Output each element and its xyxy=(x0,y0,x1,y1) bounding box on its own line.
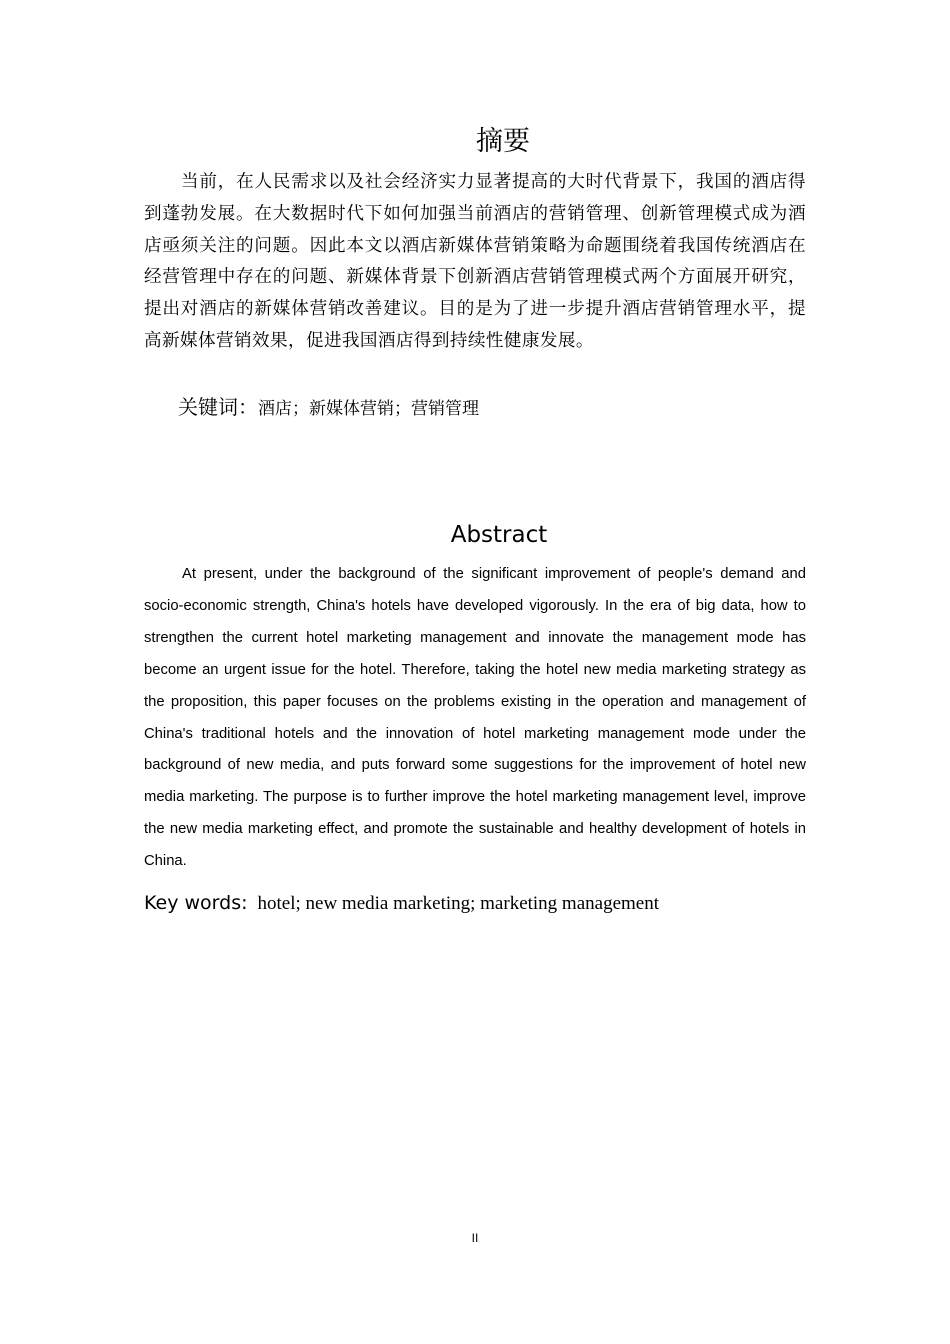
chinese-abstract-body: 当前，在人民需求以及社会经济实力显著提高的大时代背景下，我国的酒店得到蓬勃发展。在大数据时代下如何加强当前酒店的营销管理、创新管理模式成为酒店亟须关注的问题。因此本文以酒店新媒体营销策略为命题围绕着我国传统酒店在经营管理中存在的问题、新媒体背景下创新酒店营销管理模式两个方面展开研究，提出对酒店的新媒体营销改善建议。目的是为了进一步提升酒店营销管理水平，提高新媒体营销效果，促进我国酒店得到持续性健康发展。 xyxy=(144,172,806,351)
chinese-keywords-value: 酒店；新媒体营销；营销管理 xyxy=(258,399,479,419)
page-number: II xyxy=(471,1231,479,1245)
chinese-keywords-label: 关键词： xyxy=(178,395,258,419)
chinese-abstract-title: 摘要 xyxy=(476,126,530,157)
english-keywords-value: hotel; new media marketing; marketing management xyxy=(257,893,660,914)
english-keywords xyxy=(144,886,804,922)
english-abstract-body: At present, under the background of the significant improvement of people's demand and socio-economic strength, China's hotels have developed vigorously. In the era of big data, how to strengthen the current hotel marketing management and innovate the management mode has become an urgent issue for the hotel. Therefore, taking the hotel new media marketing strategy as the proposition, this paper focuses on the problems existing in the operation and management of China's traditional hotels and the innovation of hotel marketing management mode under the background of new media, and puts forward some suggestions for the improvement of hotel new media marketing. The purpose is to further improve the hotel marketing management level, improve the new media marketing effect, and promote the sustainable and healthy development of hotels in China. xyxy=(144,566,806,870)
english-keywords-label: Key words: xyxy=(144,892,248,914)
chinese-keywords xyxy=(178,390,798,427)
english-abstract-title: Abstract xyxy=(450,522,548,548)
